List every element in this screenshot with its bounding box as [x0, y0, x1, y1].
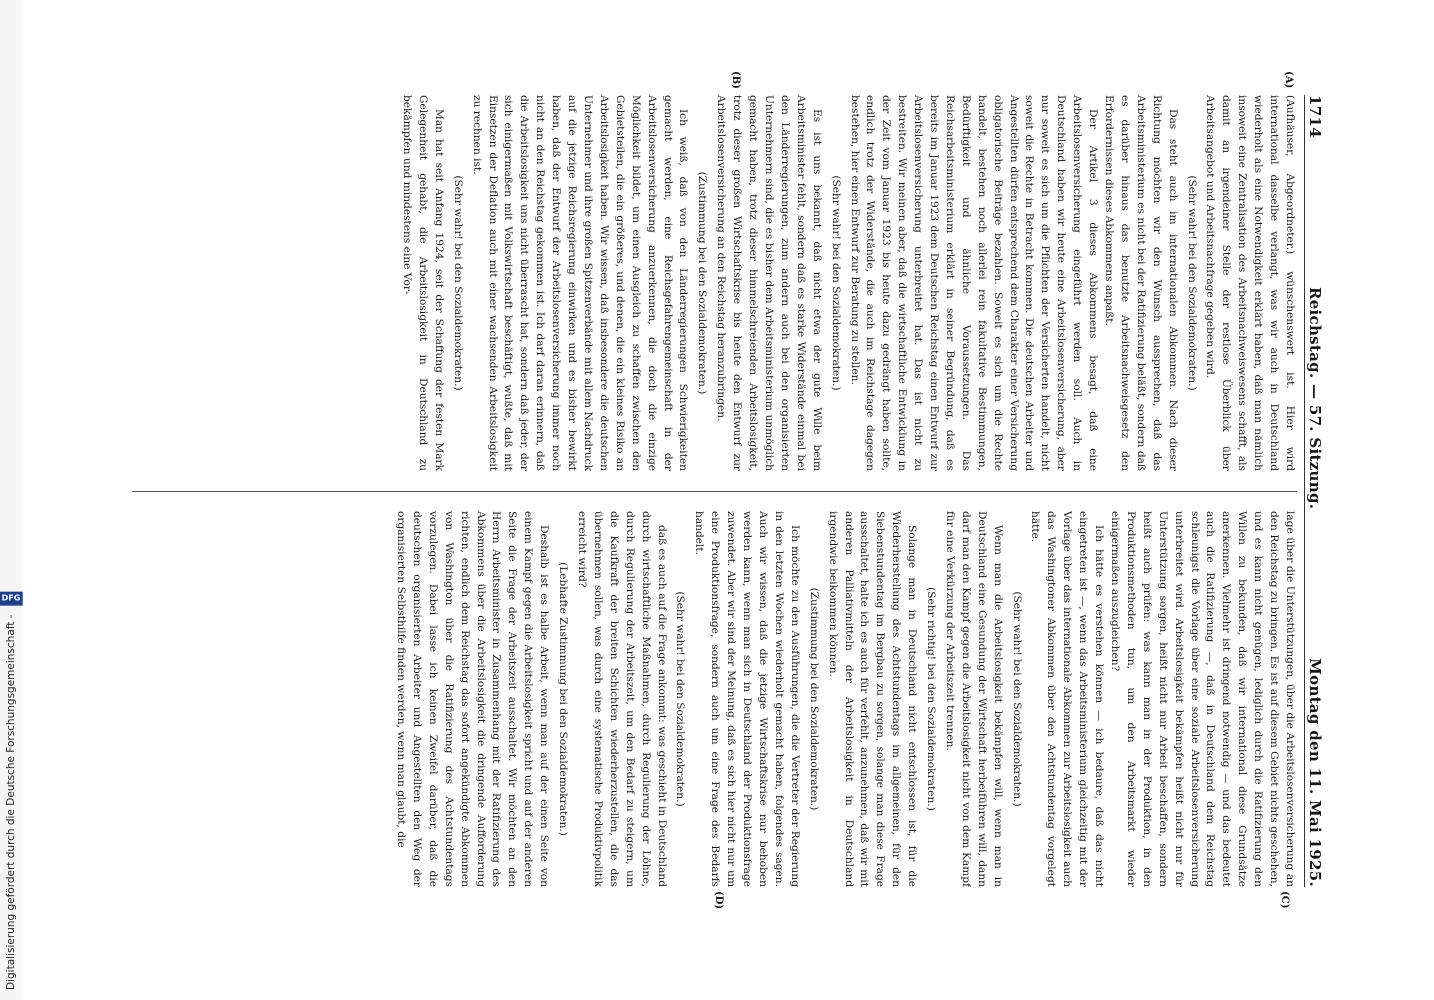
header-rule — [1304, 95, 1305, 887]
paragraph: lage über die Unterstützungen, über die Arbeitslosenversicherung an den Reichstag zu bringen. Es ist auf diesem Gebiet nichts geschehen, und es kann nicht genügen, lediglich durch die Ratifizierung den Willen zu bekunden, daß wir international diese Grundsätze anerkennen. Vielmehr ist dringend notwendig — und das bedeutet auch die Ratifizierung —, daß in Deutschland dem Reichstag schleunigst die Vorlage über eine soziale Arbeitslosenversicherung unterbreitet wird. Arbeitslosigkeit bekämpfen heißt nicht nur für Unterstützung sorgen, heißt nicht nur Arbeit beschaffen, sondern heißt auch prüfen: was kann man in der Produktion, in den Produktionsmethoden tun, um den Arbeitsmarkt wieder einigermaßen auszugleichen? — [1109, 511, 1296, 887]
paragraph: Der Artikel 3 dieses Abkommens besagt, daß eine Arbeitslosenversicherung eingeführt werden soll. Auch in Deutschland haben wir heute eine Arbeitslosenversicherung, aber nur soweit es sich um die Pflichten der Versicherten handelt, nicht soweit die Rechte in Betracht kommen. Die deutschen Arbeiter und Angestellten dürfen entsprechend dem Charakter einer Versicherung obligatorische Beiträge bezahlen. Soweit es sich um die Rechte handelt, bestehen noch allerlei rein fakultative Bestimmungen, Bedürftigkeit und ähnliche Voraussetzungen. Das Reichsarbeitsministerium erklärt in seiner Begründung, daß es bereits im Januar 1923 dem Deutschen Reichstag einen Entwurf zur Arbeitslosenversicherung unterbreitet hat. Das ist nicht zu bestreiten. Wir meinen aber, daß die wirtschaftliche Entwicklung in der Zeit vom Januar 1923 bis heute dazu gedrängt haben sollte, endlich trotz der Widerstände, die auch im Reichstage dagegen bestehen, hier einen Entwurf zur Beratung zu stellen. — [848, 95, 1100, 471]
scanned-page — [120, 71, 1330, 910]
column-divider — [132, 491, 1297, 492]
interjection: (Sehr wahr! bei den Sozialdemokraten.) — [451, 175, 464, 391]
dfg-logo: DFG — [0, 592, 22, 606]
page-title: Reichstag. — 57. Sitzung. — [1306, 286, 1324, 510]
paragraph: Das steht auch im internationalen Abkommen. Nach dieser Richtung möchten wir den Wunsch aussprechen, daß das Arbeitsministerium es nicht bei der Ratifizierung beläßt, sondern daß es darüber hinaus das benutzte Arbeitsnachweisgesetz den Erfordernissen dieses Abkommens anpaßt. — [1103, 95, 1179, 471]
digitization-credit-strip — [0, 0, 22, 1000]
right-text-column — [127, 511, 1297, 887]
page-header — [1306, 95, 1330, 887]
margin-marker-b: (B) — [730, 71, 741, 89]
interjection: (Sehr wahr! bei den Sozialdemokraten.) — [1185, 175, 1198, 391]
page-number: 1714 — [1306, 95, 1324, 138]
interjection: (Sehr wahr! bei den Sozialdemokraten.) — [829, 175, 842, 391]
margin-marker-a: (A) — [1283, 71, 1294, 89]
paragraph: Wenn man die Arbeitslosigkeit bekämpfen will, wenn man in Deutschland eine Gesundung der Wirtschaft herbeiführen will, dann darf man den Kampf gegen die Arbeitslosigkeit nicht von dem Kampf für eine Verkürzung der Arbeitszeit trennen. — [943, 511, 1004, 887]
left-text-column — [127, 95, 1297, 471]
interjection: (Zustimmung bei den Sozialdemokraten.) — [696, 171, 709, 395]
paragraph: Ich hätte es verstehen können — ich bedaure, daß das nicht eingetreten ist —, wenn das Arbeitsministerium gleichzeitig mit der Vorlage über das internationale Abkommen zur Arbeitslosigkeit auch das Washingtoner Abkommen über den Achtstundentag vorgelegt hätte. — [1029, 511, 1106, 887]
paragraph: Solange man in Deutschland nicht entschlossen ist, für die Wiederherstellung des Achtstundentags im allgemeinen, für den Siebenstundentag im Bergbau zu sorgen, solange man diese Frage ausschaltet, halte ich es auch für verfehlt, anzunehmen, daß wir mit anderen Palliativmitteln der Arbeitslosigkeit in Deutschland irgendwie beikommen können. — [826, 511, 919, 887]
paragraph: Ich weiß, daß von den Länderregierungen Schwierigkeiten gemacht werden, eine Reichsgefahrengemeinschaft in der Arbeitslosenversicherung anzuerkennen, die doch die einzige Möglichkeit bildet, um einen Ausgleich zu schaffen zwischen den Gebietsteilen, die ein größeres, und denen, die ein kleines Risiko an Arbeitslosigkeit haben. Wir wissen, daß insbesondere die deutschen Unternehmer und ihre großen Spitzenverbände mit allem Nachdruck auf die jetzige Reichsregierung einwirken und es bisher bewirkt haben, daß der Entwurf der Arbeitslosenversicherung immer noch nicht an den Reichstag gekommen ist. Ich darf daran erinnern, daß die Arbeitslosigkeit uns nicht überrascht hat, sondern daß jeder, der sich einigermaßen mit Volkswirtschaft beschäftigt, wußte, daß mit Einsetzen der Deflation auch mit einer wachsenden Arbeitslosigkeit zu rechnen ist. — [470, 95, 690, 471]
paragraph: daß es auch auf die Frage ankommt: was geschieht in Deutschland durch wirtschaftliche Maßnahmen, durch Regulierung der Löhne, durch Regulierung der Arbeitszeit, um den Bedarf zu steigern, um die Kaufkraft der breiten Schichten wiederherzustellen, die das übernehmen sollen, was durch eine systematische Produktivpolitik erreicht wird? — [576, 511, 668, 887]
interjection: (Sehr wahr! bei den Sozialdemokraten.) — [674, 591, 687, 807]
paragraph: Deshalb ist es halbe Arbeit, wenn man auf der einen Seite von einem Kampf gegen die Arbeitslosigkeit spricht und auf der anderen Seite die Frage der Arbeitszeit ausschaltet. Wir möchten an den Herrn Arbeitsminister in Zusammenhang mit der Ratifizierung des Abkommens über die Arbeitslosigkeit die dringende Aufforderung richten, endlich dem Reichstag das sofort angekündigte Abkommen von Washington über die Ratifizierung des Achtstundentags vorzulegen. Dabei lasse ich keinen Zweifel darüber, daß die deutschen organisierten Arbeiter und Angestellten den Weg der organisierten Selbsthilfe finden werden, wenn man glaubt, die — [395, 511, 551, 887]
paragraph: (Aufhäuser, Abgeordneter.) wünschenswert ist. Hier wird international dasselbe verlangt, was wir auch in Deutschland wiederholt als eine Notwendigkeit erklärt haben, daß man nämlich insoweit eine Zentralisation des Arbeitsnachweiswesens schafft, als damit an irgendeiner Stelle der restlose Überblick über Arbeitsangebot und Arbeitsnachfrage gegeben wird. — [1204, 95, 1296, 471]
paragraph: Es ist uns bekannt, daß nicht etwa der gute Wille beim Arbeitsminister fehlt, sondern daß es starke Widerstände einmal bei den Länderregierungen, zum andern auch bei den organisierten Unternehmern sind, die es bisher dem Arbeitsministerium unmöglich gemacht haben, trotz dieser himmelschreienden Arbeitslosigkeit, trotz dieser großen Wirtschaftskrise bis heute den Entwurf zur Arbeitslosenversicherung an den Reichstag heranzubringen. — [715, 95, 823, 471]
interjection: (Lebhafte Zustimmung bei den Sozialdemokraten.) — [557, 562, 570, 836]
rotated-page-content — [120, 71, 1330, 910]
paragraph: Ich möchte zu den Ausführungen, die die Vertreter der Regierung in den letzten Wochen wiederholt gemacht haben, folgendes sagen. Auch wir wissen, daß die jetzige Wirtschaftskrise nur behoben werden kann, wenn man sich in Deutschland der Produktionsfrage zuwendet. Aber wir sind der Meinung, daß es sich hier nicht nur um eine Produktionsfrage, sondern auch um eine Frage des Bedarfs handelt. — [693, 511, 801, 887]
credit-text: Digitalisierung gefördert durch die Deutsche Forschungsgemeinschaft - — [5, 614, 17, 990]
interjection: (Zustimmung bei den Sozialdemokraten.) — [807, 587, 820, 811]
session-date: Montag den 11. Mai 1925. — [1306, 658, 1324, 887]
interjection: (Sehr richtig! bei den Sozialdemokraten.) — [925, 587, 938, 811]
paragraph: Man hat seit Anfang 1924, seit der Schaffung der festen Mark Gelegenheit gehabt, die Arbeitslosigkeit in Deutschland zu bekämpfen und mindestens eine Vor- — [401, 95, 445, 471]
digitization-credit — [1, 10, 21, 990]
margin-marker-d: (D) — [713, 891, 724, 910]
interjection: (Sehr wahr! bei den Sozialdemokraten.) — [1010, 591, 1023, 807]
margin-marker-c: (C) — [1279, 891, 1290, 909]
